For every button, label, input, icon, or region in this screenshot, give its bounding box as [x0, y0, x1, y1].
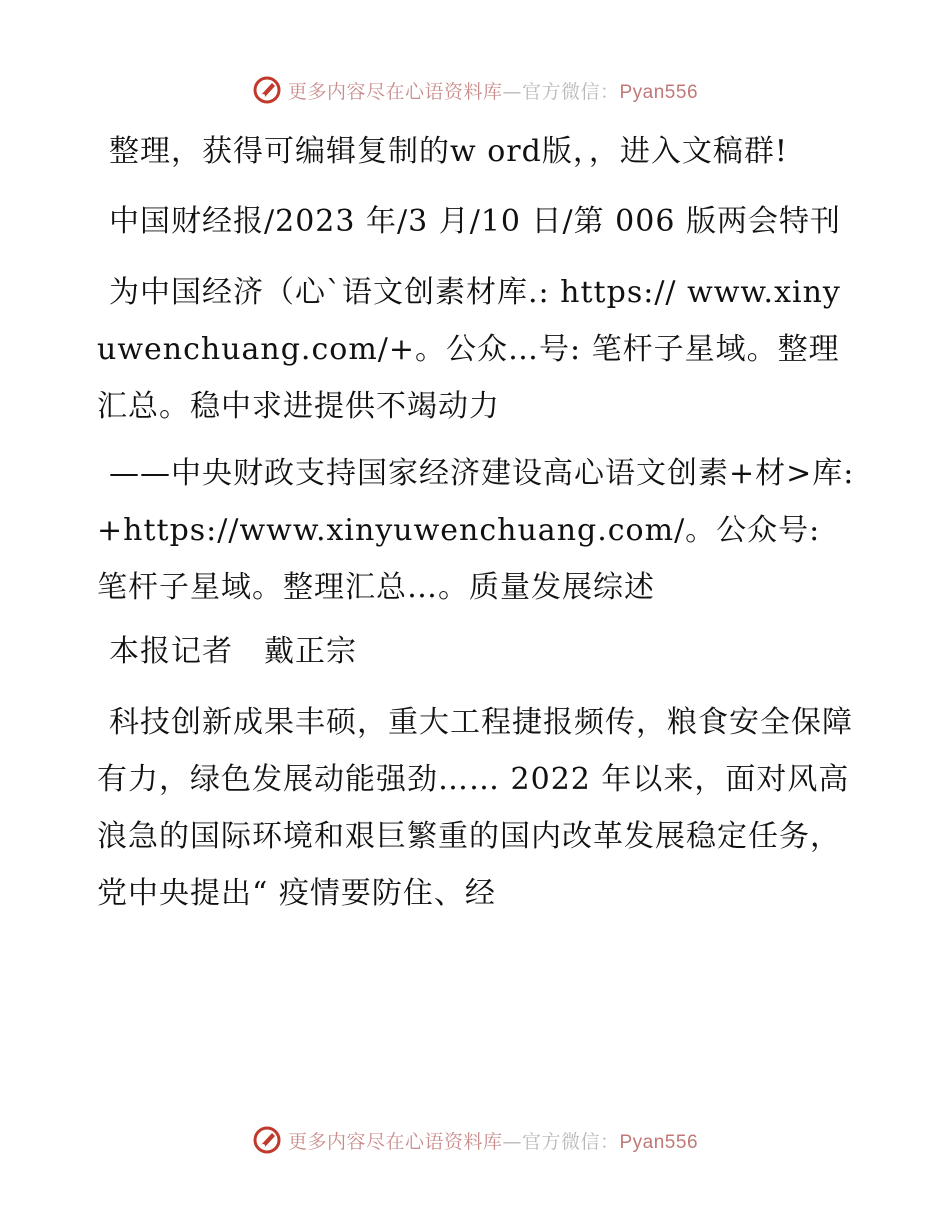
banner-separator: —: [502, 1130, 522, 1153]
banner-wechat-id: Pyan556: [619, 81, 699, 103]
paragraph-subtitle: ——中央财政支持国家经济建设高心语文创素+材>库: +https://www.xinyuwenchuang.com/。公众号: 笔杆子星域。整理汇总…。质量发展综述: [97, 456, 855, 605]
paragraph-body: 科技创新成果丰硕，重大工程捷报频传，粮食安全保障有力，绿色发展动能强劲…… 2022 年以来，面对风高浪急的国际环境和艰巨繁重的国内改革发展稳定任务，党中央提出“ 疫情要防住、经: [97, 705, 853, 911]
header-watermark-banner: [0, 70, 950, 110]
paragraph-source: 中国财经报/2023 年/3 月/10 日/第 006 版两会特刊: [109, 204, 841, 239]
banner-wechat-id: Pyan556: [619, 1131, 699, 1153]
banner-site-text: 更多内容尽在心语资料库: [287, 80, 503, 103]
banner-text: [288, 77, 698, 104]
paragraph-byline: 本报记者 戴正宗: [109, 634, 357, 669]
brand-logo-icon: [252, 1125, 282, 1155]
banner-wechat-label: 官方微信：: [521, 1130, 620, 1153]
paragraph-title: 为中国经济（心`语文创素材库.: https:// www.xinyuwenchuang.com/+。公众…号: 笔杆子星域。整理汇总。稳中求进提供不竭动力: [97, 275, 841, 424]
brand-logo-icon: [252, 75, 282, 105]
banner-wechat-label: 官方微信：: [521, 80, 620, 103]
banner-text: [288, 1127, 698, 1154]
document-body: [97, 124, 857, 922]
banner-separator: —: [502, 80, 522, 103]
footer-watermark-banner: [0, 1120, 950, 1160]
paragraph-intro: 整理，获得可编辑复制的w ord版，，进入文稿群!: [109, 134, 788, 169]
banner-site-text: 更多内容尽在心语资料库: [287, 1130, 503, 1153]
